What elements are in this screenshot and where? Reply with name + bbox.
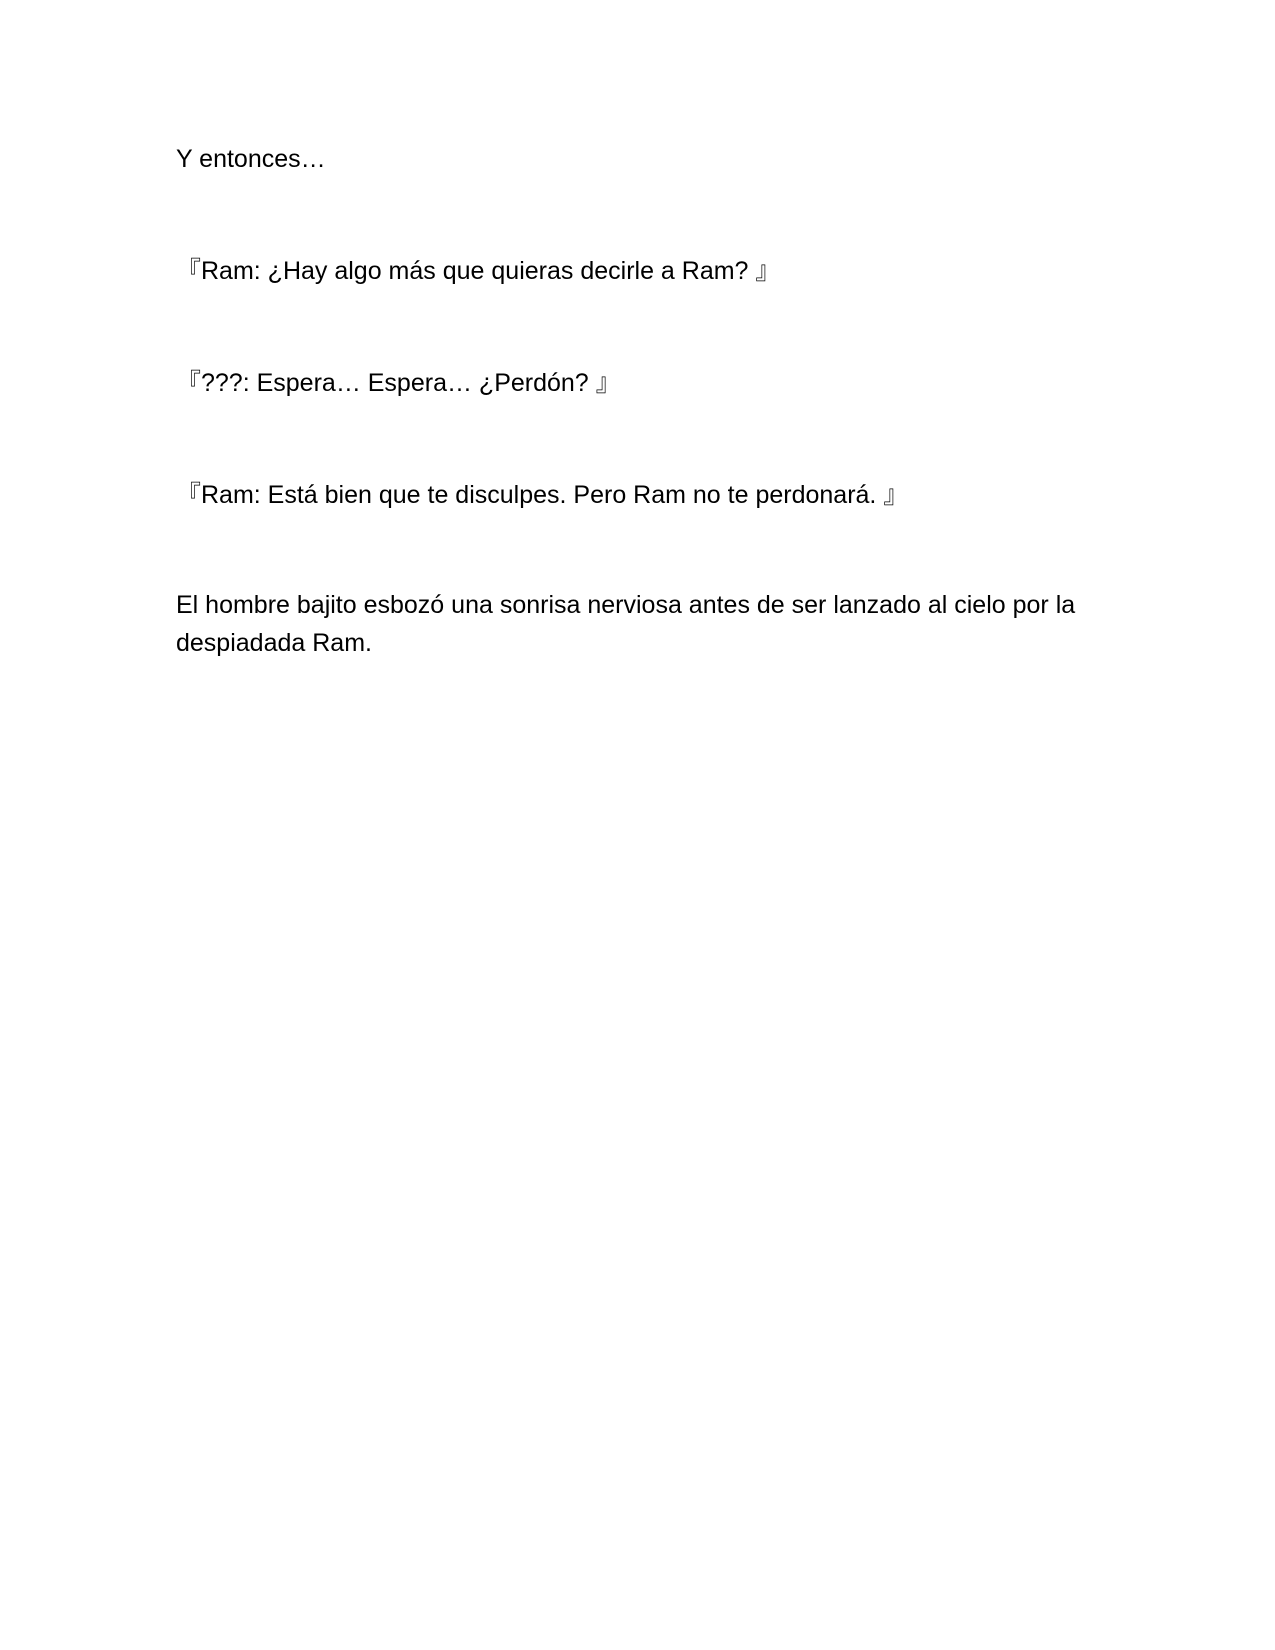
dialogue-line-ram-question: 『Ram: ¿Hay algo más que quieras decirle a Ram? 』 [176,257,781,285]
paragraph-closing: El hombre bajito esbozó una sonrisa nerviosa antes de ser lanzado al cielo por la despiadada Ram. [176,591,1076,657]
page-body [176,140,1101,662]
paragraph-intro: Y entonces… [176,145,326,173]
dialogue-line-unknown-apology: 『???: Espera… Espera… ¿Perdón? 』 [176,369,621,397]
dialogue-line-ram-reply: 『Ram: Está bien que te disculpes. Pero Ram no te perdonará. 』 [176,481,909,509]
